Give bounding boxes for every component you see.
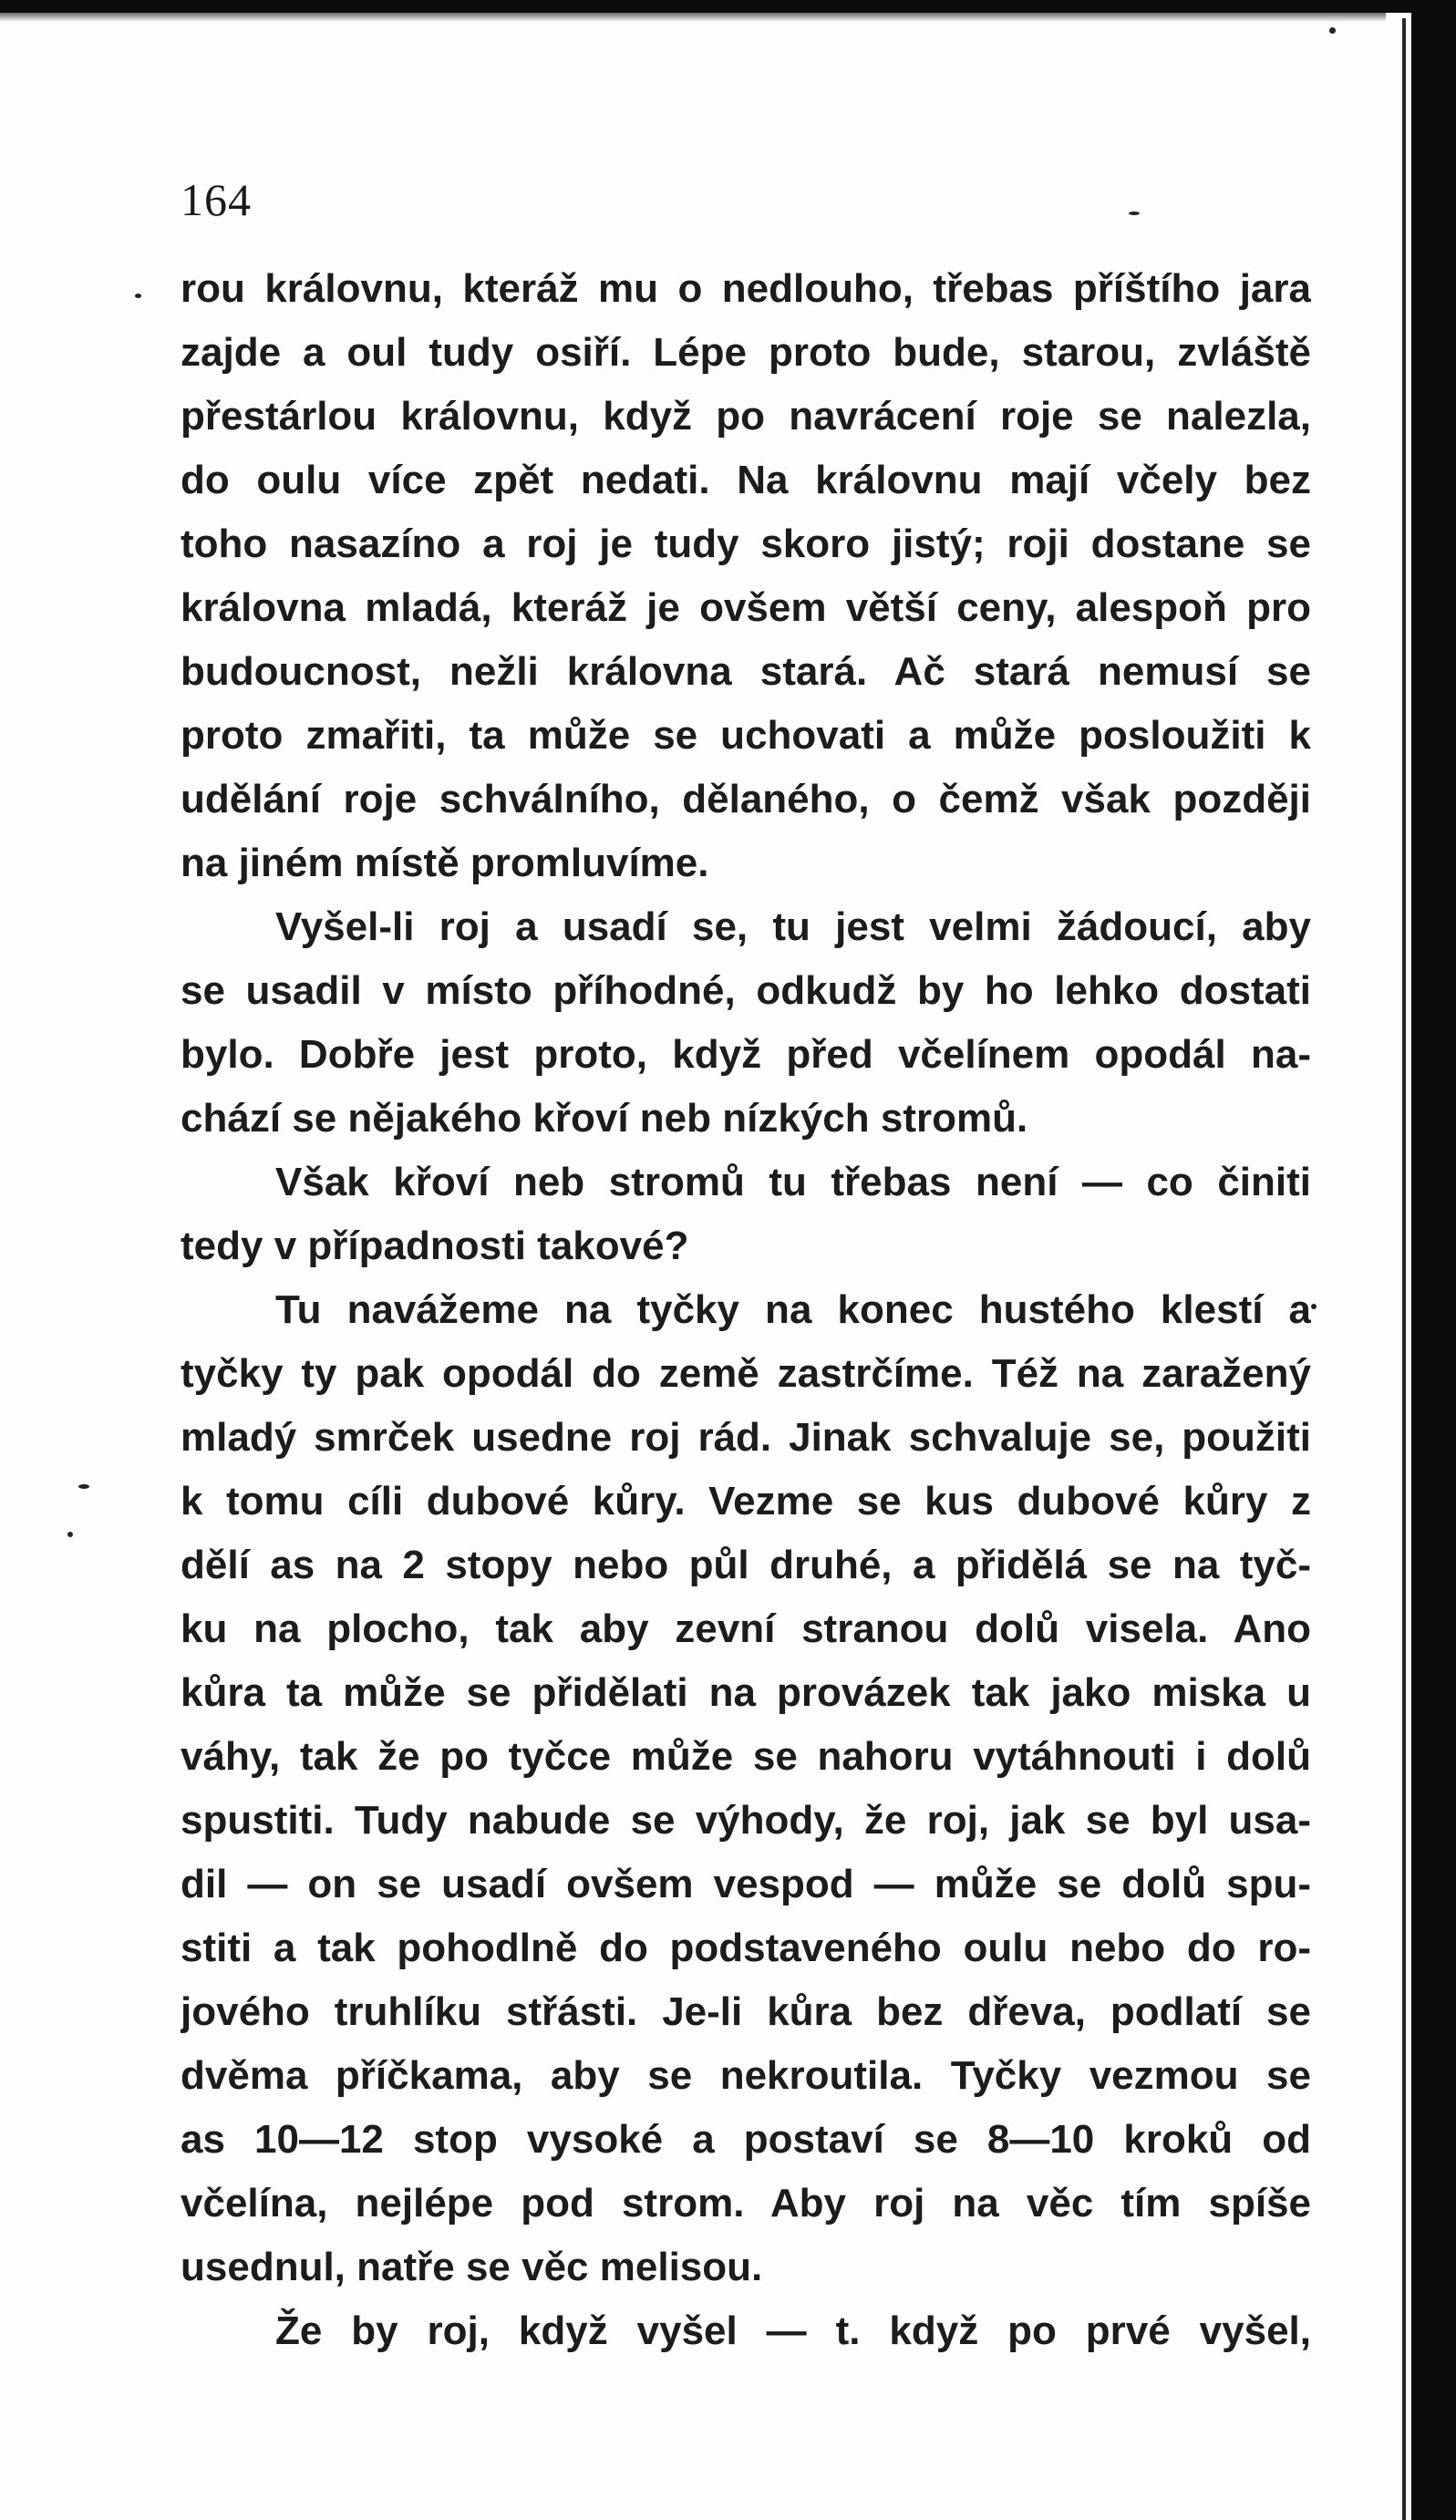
text-line: se usadil v místo příhodné, odkudž by ho lehko dostati	[181, 968, 1311, 1013]
text-line: zajde a oul tudy osiří. Lépe proto bude, starou, zvláště	[181, 330, 1311, 375]
scan-right-border	[1411, 0, 1456, 2520]
text-line: Vyšel-li roj a usadí se, tu jest velmi žádoucí, aby	[275, 904, 1311, 949]
text-line: přestárlou královnu, když po navrácení roje se nalezla,	[181, 394, 1311, 439]
text-line: rou královnu, kteráž mu o nedlouho, třebas příštího jara	[181, 266, 1311, 311]
text-line: váhy, tak že po tyčce může se nahoru vytáhnouti i dolů	[181, 1734, 1311, 1779]
text-line: toho nasazíno a roj je tudy skoro jistý; roji dostane se	[181, 522, 1311, 566]
text-line: dvěma příčkama, aby se nekroutila. Tyčky vezmou se	[181, 2053, 1311, 2098]
scan-top-border	[0, 0, 1456, 13]
text-line: as 10—12 stop vysoké a postaví se 8—10 kroků od	[181, 2117, 1311, 2162]
page-number: 164	[181, 174, 252, 225]
text-line: Však křoví neb stromů tu třebas není — co činiti	[275, 1160, 1311, 1204]
text-line: dělí as na 2 stopy nebo půl druhé, a přidělá se na tyč-	[181, 1543, 1311, 1587]
body-text	[181, 257, 1311, 2363]
text-line: královna mladá, kteráž je ovšem větší ceny, alespoň pro	[181, 585, 1311, 630]
text-line: na jiném místě promluvíme.	[181, 841, 709, 885]
scan-speck	[1329, 27, 1336, 34]
text-line: stiti a tak pohodlně do podstaveného oulu nebo do ro-	[181, 1926, 1311, 1970]
text-line: kůra ta může se přidělati na provázek tak jako miska u	[181, 1670, 1311, 1715]
text-line: mladý smrček usedne roj rád. Jinak schvaluje se, použiti	[181, 1415, 1311, 1460]
text-line: spustiti. Tudy nabude se výhody, že roj, jak se byl usa-	[181, 1798, 1311, 1843]
text-line: tyčky ty pak opodál do země zastrčíme. Též na zaražený	[181, 1351, 1311, 1396]
text-line: usednul, natře se věc melisou.	[181, 2245, 763, 2289]
scan-top-shadow	[0, 13, 1386, 22]
scan-speck	[78, 1484, 89, 1489]
text-line: budoucnost, nežli královna stará. Ač stará nemusí se	[181, 649, 1311, 694]
text-line: Tu navážeme na tyčky na konec hustého klestí a	[275, 1287, 1311, 1332]
text-line: ku na plocho, tak aby zevní stranou dolů visela. Ano	[181, 1606, 1311, 1651]
text-line: do oulu více zpět nedati. Na královnu mají včely bez	[181, 458, 1311, 502]
scan-speck	[1129, 212, 1140, 215]
text-line: bylo. Dobře jest proto, když před včelínem opodál na-	[181, 1032, 1311, 1077]
text-line: proto zmařiti, ta může se uchovati a může posloužiti k	[181, 713, 1311, 758]
text-line: udělání roje schválního, dělaného, o čemž však později	[181, 777, 1311, 821]
text-line: jového truhlíku střásti. Je-li kůra bez dřeva, podlatí se	[181, 1989, 1311, 2034]
text-line: Že by roj, když vyšel — t. když po prvé vyšel,	[275, 2308, 1311, 2353]
scan-speck	[67, 1532, 73, 1537]
scan-speck	[1311, 1304, 1317, 1309]
text-line: tedy v případnosti takové?	[181, 1224, 689, 1268]
text-line: včelína, nejlépe pod strom. Aby roj na věc tím spíše	[181, 2181, 1311, 2226]
scan-speck	[135, 294, 141, 298]
text-line: dil — on se usadí ovšem vespod — může se dolů spu-	[181, 1862, 1311, 1906]
scan-right-shadow	[1402, 18, 1406, 2520]
text-line: chází se nějakého křoví neb nízkých stromů.	[181, 1096, 1028, 1141]
text-line: k tomu cíli dubové kůry. Vezme se kus dubové kůry z	[181, 1479, 1311, 1523]
